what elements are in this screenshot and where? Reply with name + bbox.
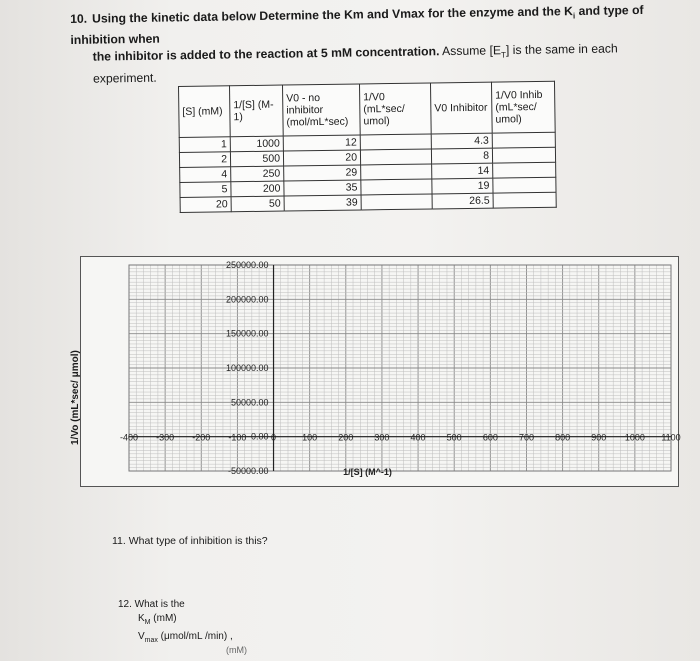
question-text-line2-start: the inhibitor is added to the reaction at (92, 46, 322, 65)
question-10 (70, 1, 681, 87)
y-tick-label: 150000.00 (225, 328, 269, 339)
vmax-unit: (μmol/mL /min) , (157, 631, 233, 642)
y-tick-label: -50000.00 (227, 466, 269, 476)
table-cell: 14 (432, 163, 493, 179)
km-symbol: K (138, 613, 145, 624)
vmax-prompt (118, 630, 233, 648)
table-cell: 1000 (230, 136, 283, 152)
x-tick-label: 600 (482, 432, 498, 443)
y-axis-title: 1/Vo (mL*sec/ μmol) (70, 350, 81, 445)
vmax-symbol: V (138, 631, 145, 642)
table-cell (361, 194, 432, 210)
table-cell: 500 (230, 151, 283, 167)
table-cell: 29 (284, 165, 361, 181)
table-cell (493, 177, 556, 193)
table-cell (493, 162, 556, 178)
x-axis-title: 1/[S] (M^-1) (343, 467, 392, 477)
x-tick-label: 1100 (661, 432, 681, 443)
header-inv-v0: 1/V0 (mL*sec/ umol) (359, 83, 431, 135)
x-tick-label: 0 (271, 432, 277, 443)
question-11: 11. What type of inhibition is this? (112, 535, 268, 547)
table-cell: 4 (180, 167, 231, 183)
question-12-title: 12. What is the (118, 599, 185, 610)
kinetic-data-table (178, 81, 557, 213)
et-subscript: T (501, 51, 507, 61)
x-tick-label: 300 (374, 432, 390, 443)
header-inv-v0-inhib: 1/V0 Inhib (mL*sec/ umol) (491, 81, 555, 133)
question-text-line1: Using the kinetic data below Determine the Km and Vmax for the enzyme and the K (92, 4, 574, 26)
km-unit: (mM) (150, 613, 177, 624)
x-tick-label: 900 (591, 432, 607, 443)
table-header-row (179, 81, 556, 137)
table-cell: 5 (180, 182, 231, 198)
ki-subscript: i (572, 11, 576, 21)
graph-grid-svg (81, 257, 681, 486)
header-inv-s: 1/[S] (M-1) (230, 85, 284, 137)
km-prompt (118, 612, 233, 630)
table-cell: 12 (283, 135, 360, 151)
question-12 (118, 598, 233, 648)
header-v0-no-inhibitor: V0 - no inhibitor (mol/mL*sec) (282, 84, 360, 136)
table-cell: 200 (231, 181, 284, 197)
table-cell: 35 (284, 180, 361, 196)
x-tick-label: 700 (518, 432, 534, 443)
vmax-subscript: max (144, 637, 158, 644)
y-tick-label: 200000.00 (225, 294, 269, 305)
question-text-line2-tail: ] is the same in each experiment. (92, 41, 618, 86)
x-tick-label: -100 (228, 432, 247, 443)
table-cell: 4.3 (431, 133, 492, 149)
question-text-line2-end: Assume [E (439, 43, 502, 59)
table-cell (492, 132, 555, 148)
table-cell: 2 (179, 152, 230, 168)
table-cell: 250 (231, 166, 284, 182)
table-cell: 8 (431, 148, 492, 164)
table-cell (360, 149, 431, 165)
table-cell: 1 (179, 137, 230, 153)
table-cell: 20 (180, 197, 231, 213)
table-cell: 19 (432, 178, 493, 194)
table-cell (360, 134, 431, 150)
table-cell: 50 (231, 196, 284, 212)
table-cell (492, 147, 555, 163)
concentration-emphasis: 5 mM concentration. (320, 44, 440, 61)
x-tick-label: 200 (338, 432, 354, 443)
y-tick-label: 100000.00 (225, 363, 269, 373)
x-tick-label: -400 (119, 432, 139, 443)
x-tick-label: 800 (555, 432, 571, 443)
table-cell (361, 179, 432, 195)
cut-off-text: (mM) (226, 645, 247, 655)
table-cell: 39 (284, 195, 361, 211)
table-cell (361, 164, 432, 180)
y-tick-label: 250000.00 (225, 260, 269, 270)
x-tick-label: 400 (410, 432, 426, 443)
x-tick-label: 500 (446, 432, 462, 443)
km-subscript: M (144, 619, 151, 626)
y-tick-label: 50000.00 (230, 397, 269, 408)
table-cell: 20 (283, 150, 360, 166)
header-s: [S] (mM) (179, 86, 231, 138)
header-v0-inhibitor: V0 Inhibitor (430, 82, 492, 134)
lineweaver-burk-graph (80, 256, 679, 487)
table-cell: 26.5 (432, 193, 493, 209)
question-text-line1-end: and type of inhibition when (70, 2, 644, 48)
y-tick-label: 0.00 (251, 431, 269, 442)
x-tick-label: 100 (302, 432, 318, 443)
question-number: 10. (70, 11, 88, 26)
table-cell (493, 192, 556, 208)
x-tick-label: 1000 (624, 432, 645, 443)
x-tick-label: -200 (192, 432, 211, 443)
x-tick-label: -300 (156, 432, 175, 443)
